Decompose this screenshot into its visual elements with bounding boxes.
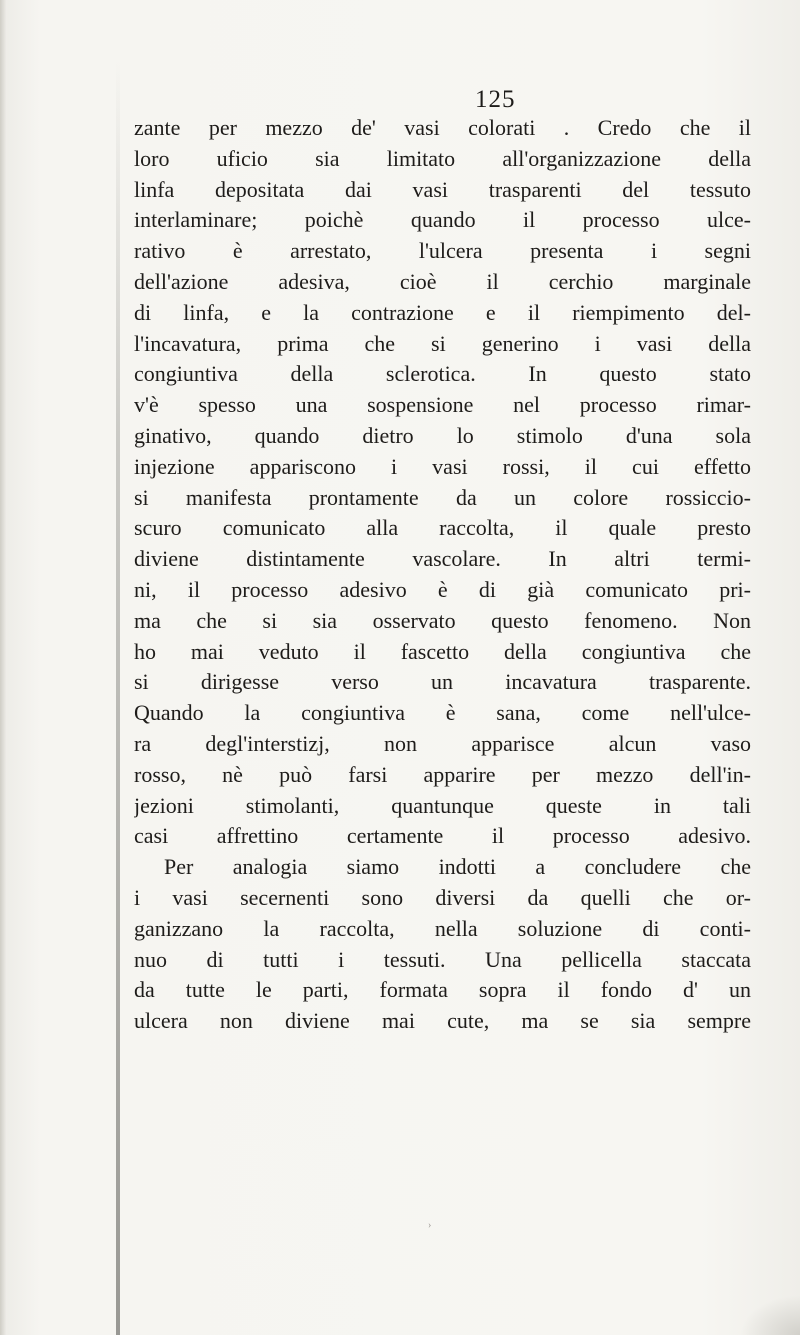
gutter-shadow <box>116 60 120 1335</box>
text-line: injezione appariscono i vasi rossi, il cui effetto <box>134 453 751 479</box>
text-line: Per analogia siamo indotti a concludere che <box>164 854 751 880</box>
text-line: loro uficio sia limitato all'organizzazione della <box>134 145 751 171</box>
text-line: congiuntiva della sclerotica. In questo stato <box>134 361 751 387</box>
text-line: di linfa, e la contrazione e il riempimento del- <box>134 299 751 325</box>
text-line: v'è spesso una sospensione nel processo rimar- <box>134 392 751 418</box>
text-line: i vasi secernenti sono diversi da quelli che or- <box>134 884 751 910</box>
text-line: rosso, nè può farsi apparire per mezzo dell'in- <box>134 761 751 787</box>
text-line: ginativo, quando dietro lo stimolo d'una sola <box>134 422 751 448</box>
page-number: 125 <box>475 86 516 113</box>
text-line: ganizzano la raccolta, nella soluzione di conti- <box>134 915 751 941</box>
text-line: ulcera non diviene mai cute, ma se sia sempre <box>134 1008 751 1034</box>
text-line: casi affrettino certamente il processo adesivo. <box>134 823 751 849</box>
text-line: ra degl'interstizj, non apparisce alcun vaso <box>134 730 751 756</box>
text-line: jezioni stimolanti, quantunque queste in tali <box>134 792 751 818</box>
text-line: zante per mezzo de' vasi colorati . Credo che il <box>134 115 751 140</box>
text-line: interlaminare; poichè quando il processo ulce- <box>134 207 751 233</box>
text-line: rativo è arrestato, l'ulcera presenta i segni <box>134 238 751 264</box>
text-line: ho mai veduto il fascetto della congiuntiva che <box>134 638 751 664</box>
text-line: linfa depositata dai vasi trasparenti del tessuto <box>134 176 751 202</box>
text-line: si dirigesse verso un incavatura trasparente. <box>134 669 751 695</box>
text-line: l'incavatura, prima che si generino i vasi della <box>134 330 751 356</box>
text-line: scuro comunicato alla raccolta, il quale presto <box>134 515 751 541</box>
text-line: dell'azione adesiva, cioè il cerchio marginale <box>134 268 751 294</box>
text-line: ni, il processo adesivo è di già comunicato pri- <box>134 576 751 602</box>
body-text <box>134 113 751 1037</box>
text-line: diviene distintamente vascolare. In altri termi- <box>134 546 751 572</box>
stray-mark: › <box>428 1220 432 1231</box>
text-line: si manifesta prontamente da un colore rossiccio- <box>134 484 751 510</box>
text-line: nuo di tutti i tessuti. Una pellicella staccata <box>134 946 751 972</box>
text-line: ma che si sia osservato questo fenomeno. Non <box>134 607 751 633</box>
binding-edge <box>0 0 6 1335</box>
text-line: da tutte le parti, formata sopra il fondo d' un <box>134 977 751 1003</box>
text-line: Quando la congiuntiva è sana, come nell'ulce- <box>134 700 751 726</box>
corner-smudge <box>740 1295 800 1335</box>
